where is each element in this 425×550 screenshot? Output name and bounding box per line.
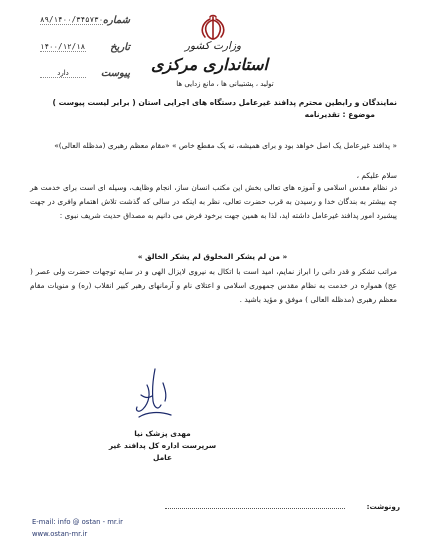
letter-number-row [40, 13, 130, 27]
body-paragraph-2: مراتب تشکر و قدر دانی را ابراز نمایم، امید است با اتکال به نیروی لایزال الهی و در سایه توجهات حضرت ولی عصر ( عج) همواره در خدمت به نظام مقدس جمهوری اسلامی و اعتلای نام و آرمانهای رهبر کبیر انقلاب (ره) و منویات مقام معظم رهبری (مدظله العالی ) موفق و مؤید باشید . [30, 267, 397, 304]
signer-name: مهدی پزشک نیا [134, 429, 191, 438]
attachment-row [40, 66, 130, 80]
hadith-quote: « من لم یشکر المخلوق لم یشکر الخالق » [137, 252, 288, 261]
letter-date-row [40, 40, 130, 54]
ministry-name: وزارت کشور [184, 40, 242, 52]
handwritten-signature [125, 365, 185, 425]
email-text: E-mail: info @ ostan - mr.ir [32, 518, 123, 526]
website-text: www.ostan-mr.ir [32, 530, 88, 538]
attachment-value: دارد [40, 69, 86, 78]
cc-line [165, 508, 345, 509]
number-value: ۸۹/۱۴۰۰/۳۴۵۷۳۰ [40, 15, 104, 24]
number-label: شماره [102, 14, 130, 26]
organization-name: استانداری مرکزی [150, 55, 268, 74]
greeting: سلام علیکم ، [356, 171, 397, 180]
body-paragraph-1: در نظام مقدس اسلامی و آموزه های تعالی بخش این مکتب انسان ساز، انجام وظایف، وسیله ای است برای خدمت هر چه بیشتر به بندگان خدا و رسیدن به قرب حضرت تعالی، نظر به اینکه در سالی که گذشت تلاش اهتمام وافری در جهت پیشبرد امور پدافند غیرعامل داشته اید، لذا به همین جهت برخود فرض می دانیم به مصداق حدیث شریف نبوی : [30, 183, 397, 220]
cc-label: رونوشت: [366, 502, 400, 511]
date-label: تاریخ [110, 41, 130, 53]
subject: موضوع : تقدیرنامه [304, 110, 375, 119]
signer-block [105, 428, 220, 464]
date-value: ۱۴۰۰/۱۲/۱۸ [40, 42, 86, 51]
iran-emblem-icon [186, 14, 240, 42]
leader-quote: « پدافند غیرعامل یک اصل خواهد بود و برای همیشه، نه یک مقطع خاص » «مقام معظم رهبری (مدظله العالی)» [54, 141, 397, 150]
slogan: تولید ، پشتیبانی ها ، مانع زدایی ها [176, 80, 274, 88]
signer-title: سرپرست اداره کل پدافند غیر عامل [108, 441, 217, 462]
attachment-label: پیوست [100, 67, 130, 79]
recipient: نمایندگان و رابطین محترم پدافند غیرعامل دستگاه های اجرایی استان ( برابر لیست پیوست ) [52, 98, 397, 107]
